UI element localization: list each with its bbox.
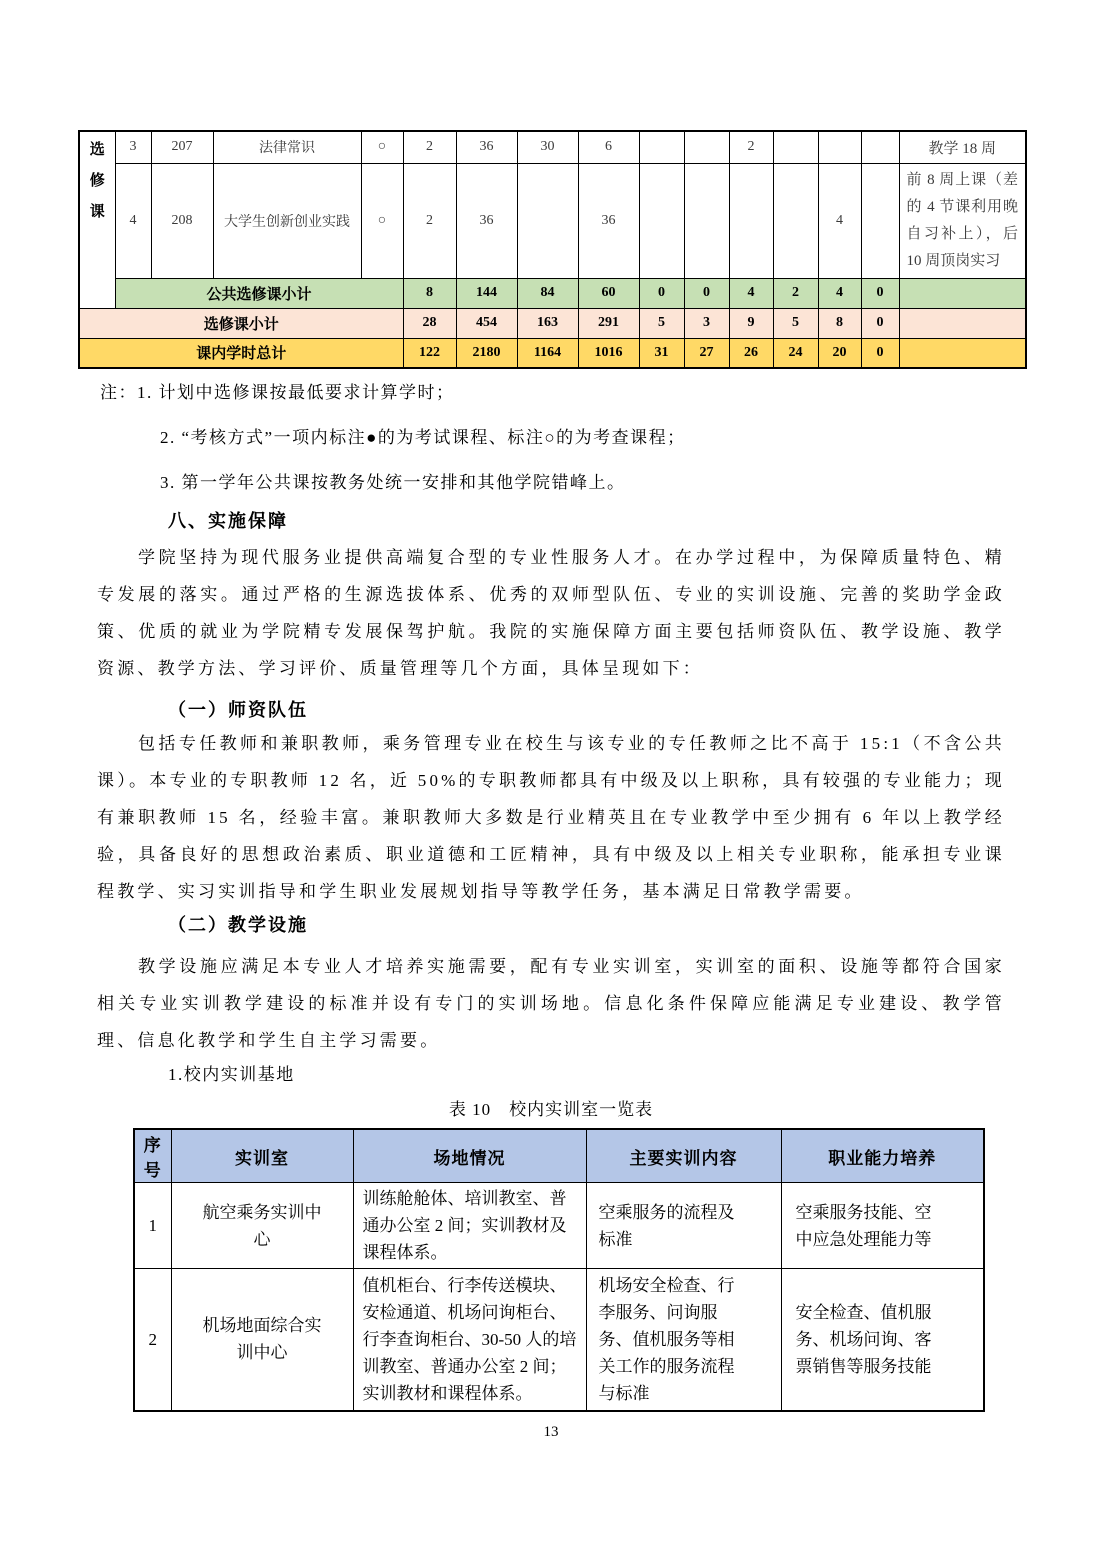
row-room: 航空乘务实训中心 xyxy=(171,1183,353,1269)
seq-cell: 4 xyxy=(115,163,151,278)
curriculum-table xyxy=(78,130,1027,369)
course-row-3 xyxy=(79,131,1026,163)
total-hours-cell: 36 xyxy=(456,131,517,163)
sum-practice: 291 xyxy=(578,308,639,338)
subtotal-label: 公共选修课小计 xyxy=(115,278,403,308)
sum-theory: 84 xyxy=(517,278,578,308)
public-elective-subtotal-row xyxy=(79,278,1026,308)
course-group-label: 选修课 xyxy=(89,142,105,220)
sem3-cell: 2 xyxy=(729,131,773,163)
sum-sem1: 0 xyxy=(639,278,684,308)
header-seq: 序号 xyxy=(134,1129,171,1183)
sum-credit: 8 xyxy=(403,278,456,308)
row-site: 值机柜台、行李传送模块、安检通道、机场问询柜台、行李查询柜台、30-50 人的培训教室、普通办公室 2 间；实训教材和课程体系。 xyxy=(353,1269,586,1411)
row-skills: 安全检查、值机服务、机场问询、客票销售等服务技能 xyxy=(781,1269,984,1411)
total-hours-row xyxy=(79,338,1026,368)
sem6-cell xyxy=(861,163,899,278)
sem5-cell xyxy=(818,131,861,163)
section-heading-facilities: （二）教学设施 xyxy=(168,915,308,935)
sum-total: 2180 xyxy=(456,338,517,368)
sum-sem2: 27 xyxy=(684,338,729,368)
sum-remark xyxy=(899,308,1026,338)
sum-sem6: 0 xyxy=(861,308,899,338)
sum-total: 144 xyxy=(456,278,517,308)
row-skills: 空乘服务技能、空中应急处理能力等 xyxy=(781,1183,984,1269)
table10-caption: 表 10 校内实训室一览表 xyxy=(448,1100,654,1119)
paragraph-implementation: 学院坚持为现代服务业提供高端复合型的专业性服务人才。在办学过程中，为保障质量特色、精专发展的落实。通过严格的生源选拔体系、优秀的双师型队伍、专业的实训设施、完善的奖助学金政策、优质的就业为学院精专发展保驾护航。我院的实施保障方面主要包括师资队伍、教学设施、教学资源、教学方法、学习评价、质量管理等几个方面，具体呈现如下： xyxy=(97,548,1005,678)
sum-total: 454 xyxy=(456,308,517,338)
subsection-campus-training-base: 1.校内实训基地 xyxy=(168,1065,295,1084)
remark-cell: 教学 18 周 xyxy=(899,131,1026,163)
course-name-cell: 大学生创新创业实践 xyxy=(213,163,361,278)
section-heading-implementation: 八、实施保障 xyxy=(168,511,288,531)
section-heading-faculty: （一）师资队伍 xyxy=(168,700,308,720)
theory-hours-cell: 30 xyxy=(517,131,578,163)
sum-practice: 60 xyxy=(578,278,639,308)
sum-remark xyxy=(899,278,1026,308)
total-hours-cell: 36 xyxy=(456,163,517,278)
table-notes xyxy=(100,370,1020,505)
row-seq: 2 xyxy=(134,1269,171,1411)
sum-sem4: 24 xyxy=(773,338,818,368)
assess-cell: ○ xyxy=(361,163,403,278)
sum-credit: 28 xyxy=(403,308,456,338)
sum-practice: 1016 xyxy=(578,338,639,368)
seq-cell: 3 xyxy=(115,131,151,163)
training-row-1 xyxy=(134,1183,984,1269)
sum-sem2: 0 xyxy=(684,278,729,308)
header-room: 实训室 xyxy=(171,1129,353,1183)
page-number: 13 xyxy=(543,1424,559,1440)
header-site: 场地情况 xyxy=(353,1129,586,1183)
sum-theory: 163 xyxy=(517,308,578,338)
row-content: 空乘服务的流程及标准 xyxy=(586,1183,781,1269)
sum-sem3: 9 xyxy=(729,308,773,338)
sem2-cell xyxy=(684,163,729,278)
sum-sem1: 5 xyxy=(639,308,684,338)
code-cell: 207 xyxy=(151,131,213,163)
sum-credit: 122 xyxy=(403,338,456,368)
sum-sem6: 0 xyxy=(861,278,899,308)
note-3: 3. 第一学年公共课按教务处统一安排和其他学院错峰上。 xyxy=(160,473,626,492)
training-table-header-row xyxy=(134,1129,984,1183)
sum-remark xyxy=(899,338,1026,368)
code-cell: 208 xyxy=(151,163,213,278)
credit-cell: 2 xyxy=(403,163,456,278)
practice-hours-cell: 6 xyxy=(578,131,639,163)
sum-sem5: 4 xyxy=(818,278,861,308)
total-label: 课内学时总计 xyxy=(79,338,403,368)
sum-sem4: 5 xyxy=(773,308,818,338)
row-seq: 1 xyxy=(134,1183,171,1269)
subtotal-label: 选修课小计 xyxy=(79,308,403,338)
practice-hours-cell: 36 xyxy=(578,163,639,278)
sum-sem2: 3 xyxy=(684,308,729,338)
header-skills: 职业能力培养 xyxy=(781,1129,984,1183)
training-row-2 xyxy=(134,1269,984,1411)
course-group-cell xyxy=(79,131,115,308)
sem4-cell xyxy=(773,131,818,163)
remark-cell: 前 8 周上课（差的 4 节课利用晚自习补上），后 10 周顶岗实习 xyxy=(899,163,1026,278)
assess-cell: ○ xyxy=(361,131,403,163)
sum-sem1: 31 xyxy=(639,338,684,368)
paragraph-facilities: 教学设施应满足本专业人才培养实施需要，配有专业实训室，实训室的面积、设施等都符合国家相关专业实训教学建设的标准并设有专门的实训场地。信息化条件保障应能满足专业建设、教学管理、信息化教学和学生自主学习需要。 xyxy=(97,957,1005,1050)
sem3-cell xyxy=(729,163,773,278)
note-2: 2. “考核方式”一项内标注●的为考试课程、标注○的为考查课程； xyxy=(160,428,686,447)
course-row-4 xyxy=(79,163,1026,278)
sum-sem3: 4 xyxy=(729,278,773,308)
sem5-cell: 4 xyxy=(818,163,861,278)
paragraph-faculty: 包括专任教师和兼职教师，乘务管理专业在校生与该专业的专任教师之比不高于 15:1（不含公共课）。本专业的专职教师 12 名，近 50%的专职教师都具有中级及以上职称，具有较强的专业能力；现有兼职教师 15 名，经验丰富。兼职教师大多数是行业精英且在专业教学中至少拥有 6 年以上教学经验，具备良好的思想政治素质、职业道德和工匠精神，具有中级及以上相关专业职称，能承担专业课程教学、实习实训指导和学生职业发展规划指导等教学任务，基本满足日常教学需要。 xyxy=(97,734,1005,901)
header-content: 主要实训内容 xyxy=(586,1129,781,1183)
note-1: 注：1. 计划中选修课按最低要求计算学时； xyxy=(100,383,455,402)
row-room: 机场地面综合实训中心 xyxy=(171,1269,353,1411)
sum-theory: 1164 xyxy=(517,338,578,368)
sum-sem3: 26 xyxy=(729,338,773,368)
theory-hours-cell xyxy=(517,163,578,278)
sem1-cell xyxy=(639,131,684,163)
row-content: 机场安全检查、行李服务、问询服务、值机服务等相关工作的服务流程与标准 xyxy=(586,1269,781,1411)
sem4-cell xyxy=(773,163,818,278)
credit-cell: 2 xyxy=(403,131,456,163)
sem6-cell xyxy=(861,131,899,163)
row-site: 训练舱舱体、培训教室、普通办公室 2 间；实训教材及课程体系。 xyxy=(353,1183,586,1269)
sem2-cell xyxy=(684,131,729,163)
course-name-cell: 法律常识 xyxy=(213,131,361,163)
elective-subtotal-row xyxy=(79,308,1026,338)
sem1-cell xyxy=(639,163,684,278)
sum-sem4: 2 xyxy=(773,278,818,308)
sum-sem5: 8 xyxy=(818,308,861,338)
training-rooms-table xyxy=(133,1128,985,1412)
sum-sem5: 20 xyxy=(818,338,861,368)
sum-sem6: 0 xyxy=(861,338,899,368)
